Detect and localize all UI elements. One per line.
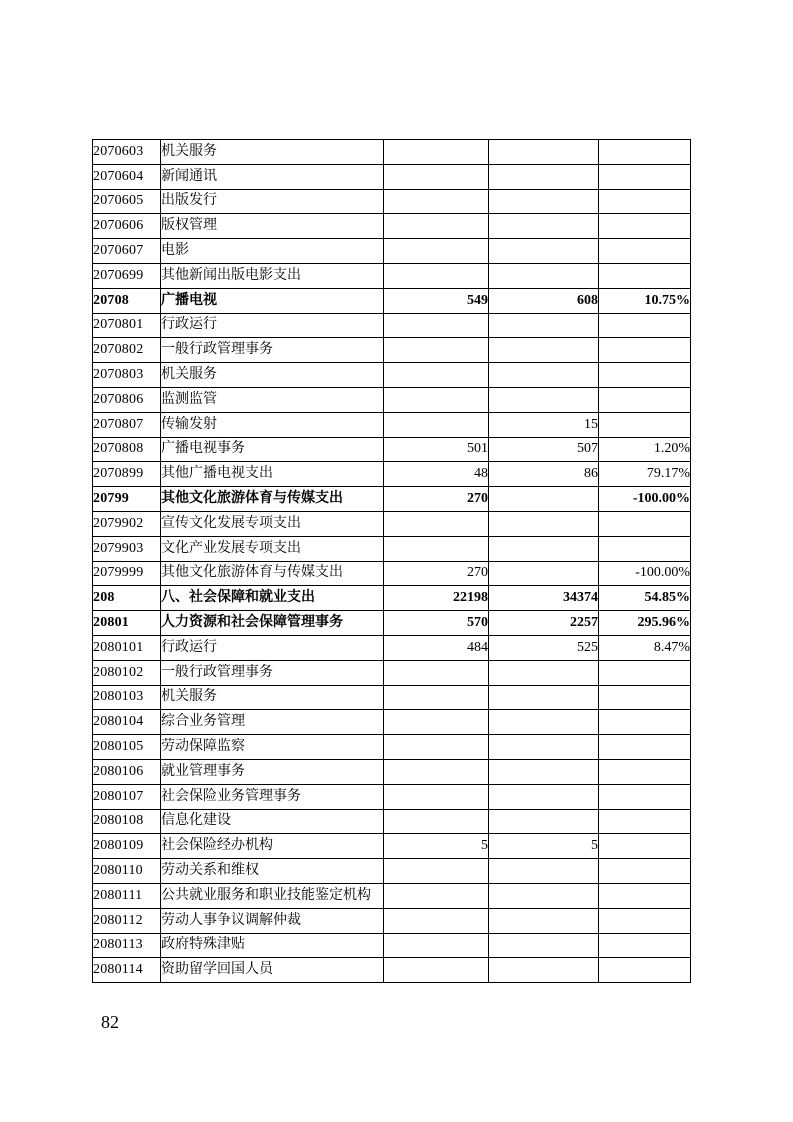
row-value-prev bbox=[384, 263, 489, 288]
row-code: 208 bbox=[93, 586, 161, 611]
row-value-curr bbox=[489, 214, 599, 239]
row-name: 文化产业发展专项支出 bbox=[161, 536, 384, 561]
row-change-pct bbox=[599, 511, 691, 536]
row-name: 综合业务管理 bbox=[161, 710, 384, 735]
row-value-prev bbox=[384, 759, 489, 784]
row-name: 人力资源和社会保障管理事务 bbox=[161, 611, 384, 636]
row-change-pct bbox=[599, 933, 691, 958]
row-change-pct bbox=[599, 834, 691, 859]
row-code: 2070603 bbox=[93, 140, 161, 165]
row-code: 2070605 bbox=[93, 189, 161, 214]
row-code: 2070806 bbox=[93, 387, 161, 412]
row-value-curr bbox=[489, 784, 599, 809]
row-value-prev bbox=[384, 239, 489, 264]
row-change-pct: 1.20% bbox=[599, 437, 691, 462]
budget-table bbox=[92, 139, 691, 983]
row-code: 2079903 bbox=[93, 536, 161, 561]
row-name: 行政运行 bbox=[161, 635, 384, 660]
row-change-pct bbox=[599, 759, 691, 784]
row-value-curr bbox=[489, 387, 599, 412]
table-row bbox=[93, 189, 691, 214]
row-value-curr bbox=[489, 859, 599, 884]
table-row bbox=[93, 437, 691, 462]
row-change-pct bbox=[599, 685, 691, 710]
row-code: 2079999 bbox=[93, 561, 161, 586]
row-change-pct bbox=[599, 859, 691, 884]
row-value-curr bbox=[489, 313, 599, 338]
row-code: 2080102 bbox=[93, 660, 161, 685]
table-row bbox=[93, 164, 691, 189]
table-row bbox=[93, 140, 691, 165]
row-change-pct: 8.47% bbox=[599, 635, 691, 660]
table-row bbox=[93, 487, 691, 512]
row-change-pct bbox=[599, 735, 691, 760]
row-code: 2070899 bbox=[93, 462, 161, 487]
row-value-prev bbox=[384, 809, 489, 834]
budget-table-body bbox=[93, 140, 691, 983]
row-name: 社会保险业务管理事务 bbox=[161, 784, 384, 809]
table-row bbox=[93, 313, 691, 338]
row-value-curr: 5 bbox=[489, 834, 599, 859]
row-code: 20801 bbox=[93, 611, 161, 636]
row-change-pct bbox=[599, 239, 691, 264]
row-value-prev: 270 bbox=[384, 487, 489, 512]
row-name: 八、社会保障和就业支出 bbox=[161, 586, 384, 611]
row-change-pct bbox=[599, 263, 691, 288]
row-code: 20799 bbox=[93, 487, 161, 512]
row-value-curr: 525 bbox=[489, 635, 599, 660]
row-value-curr bbox=[489, 759, 599, 784]
row-change-pct bbox=[599, 908, 691, 933]
row-change-pct bbox=[599, 412, 691, 437]
page-number: 82 bbox=[101, 1012, 119, 1032]
row-value-curr bbox=[489, 487, 599, 512]
row-value-prev: 501 bbox=[384, 437, 489, 462]
row-name: 社会保险经办机构 bbox=[161, 834, 384, 859]
row-code: 2070607 bbox=[93, 239, 161, 264]
row-value-prev bbox=[384, 883, 489, 908]
row-value-prev bbox=[384, 412, 489, 437]
row-change-pct bbox=[599, 363, 691, 388]
row-value-prev bbox=[384, 685, 489, 710]
row-value-curr bbox=[489, 908, 599, 933]
row-code: 2080105 bbox=[93, 735, 161, 760]
row-code: 2080106 bbox=[93, 759, 161, 784]
row-name: 监测监管 bbox=[161, 387, 384, 412]
row-code: 2070801 bbox=[93, 313, 161, 338]
row-code: 2070699 bbox=[93, 263, 161, 288]
row-value-curr bbox=[489, 338, 599, 363]
row-value-curr bbox=[489, 735, 599, 760]
row-name: 广播电视事务 bbox=[161, 437, 384, 462]
row-value-prev bbox=[384, 214, 489, 239]
table-row bbox=[93, 611, 691, 636]
row-name: 信息化建设 bbox=[161, 809, 384, 834]
row-change-pct bbox=[599, 313, 691, 338]
row-code: 2080111 bbox=[93, 883, 161, 908]
row-value-prev bbox=[384, 363, 489, 388]
row-value-prev bbox=[384, 189, 489, 214]
row-code: 2070808 bbox=[93, 437, 161, 462]
row-change-pct: 54.85% bbox=[599, 586, 691, 611]
row-name: 一般行政管理事务 bbox=[161, 338, 384, 363]
row-change-pct bbox=[599, 784, 691, 809]
row-name: 广播电视 bbox=[161, 288, 384, 313]
row-name: 版权管理 bbox=[161, 214, 384, 239]
row-name: 政府特殊津贴 bbox=[161, 933, 384, 958]
row-value-curr bbox=[489, 809, 599, 834]
row-value-curr bbox=[489, 189, 599, 214]
row-code: 2080112 bbox=[93, 908, 161, 933]
row-value-prev bbox=[384, 859, 489, 884]
table-row bbox=[93, 883, 691, 908]
table-row bbox=[93, 263, 691, 288]
row-value-curr: 34374 bbox=[489, 586, 599, 611]
row-value-curr bbox=[489, 958, 599, 983]
row-name: 资助留学回国人员 bbox=[161, 958, 384, 983]
row-code: 2070807 bbox=[93, 412, 161, 437]
row-code: 2070803 bbox=[93, 363, 161, 388]
table-row bbox=[93, 214, 691, 239]
row-value-curr bbox=[489, 933, 599, 958]
row-change-pct bbox=[599, 958, 691, 983]
row-name: 一般行政管理事务 bbox=[161, 660, 384, 685]
table-row bbox=[93, 685, 691, 710]
row-change-pct bbox=[599, 387, 691, 412]
table-row bbox=[93, 759, 691, 784]
row-value-curr bbox=[489, 263, 599, 288]
row-value-prev bbox=[384, 710, 489, 735]
row-value-prev bbox=[384, 511, 489, 536]
row-name: 新闻通讯 bbox=[161, 164, 384, 189]
row-value-prev bbox=[384, 933, 489, 958]
row-code: 2079902 bbox=[93, 511, 161, 536]
row-value-prev: 270 bbox=[384, 561, 489, 586]
row-code: 2080101 bbox=[93, 635, 161, 660]
row-change-pct bbox=[599, 214, 691, 239]
row-change-pct bbox=[599, 883, 691, 908]
table-row bbox=[93, 735, 691, 760]
row-code: 2080110 bbox=[93, 859, 161, 884]
row-change-pct: -100.00% bbox=[599, 561, 691, 586]
row-code: 2080108 bbox=[93, 809, 161, 834]
row-change-pct: 79.17% bbox=[599, 462, 691, 487]
row-value-prev bbox=[384, 164, 489, 189]
row-value-prev bbox=[384, 908, 489, 933]
row-value-prev bbox=[384, 536, 489, 561]
row-code: 2080113 bbox=[93, 933, 161, 958]
row-value-curr: 608 bbox=[489, 288, 599, 313]
table-row bbox=[93, 561, 691, 586]
row-code: 2080109 bbox=[93, 834, 161, 859]
row-name: 劳动保障监察 bbox=[161, 735, 384, 760]
row-value-curr: 2257 bbox=[489, 611, 599, 636]
row-value-curr bbox=[489, 883, 599, 908]
row-value-prev bbox=[384, 338, 489, 363]
row-change-pct bbox=[599, 809, 691, 834]
table-row bbox=[93, 660, 691, 685]
row-value-prev bbox=[384, 660, 489, 685]
row-value-prev: 22198 bbox=[384, 586, 489, 611]
row-value-curr: 86 bbox=[489, 462, 599, 487]
row-change-pct bbox=[599, 710, 691, 735]
row-change-pct: 295.96% bbox=[599, 611, 691, 636]
row-name: 宣传文化发展专项支出 bbox=[161, 511, 384, 536]
row-name: 出版发行 bbox=[161, 189, 384, 214]
row-value-curr: 507 bbox=[489, 437, 599, 462]
table-row bbox=[93, 387, 691, 412]
row-value-curr: 15 bbox=[489, 412, 599, 437]
row-name: 机关服务 bbox=[161, 363, 384, 388]
table-row bbox=[93, 784, 691, 809]
row-value-curr bbox=[489, 164, 599, 189]
row-change-pct bbox=[599, 338, 691, 363]
row-name: 其他文化旅游体育与传媒支出 bbox=[161, 561, 384, 586]
table-row bbox=[93, 536, 691, 561]
row-code: 2080114 bbox=[93, 958, 161, 983]
row-value-curr bbox=[489, 140, 599, 165]
row-value-prev bbox=[384, 313, 489, 338]
row-code: 2070604 bbox=[93, 164, 161, 189]
row-code: 2080107 bbox=[93, 784, 161, 809]
table-row bbox=[93, 635, 691, 660]
row-name: 劳动关系和维权 bbox=[161, 859, 384, 884]
table-row bbox=[93, 462, 691, 487]
table-row bbox=[93, 710, 691, 735]
table-row bbox=[93, 412, 691, 437]
row-code: 2080103 bbox=[93, 685, 161, 710]
table-row bbox=[93, 908, 691, 933]
table-row bbox=[93, 834, 691, 859]
row-value-prev: 484 bbox=[384, 635, 489, 660]
row-change-pct bbox=[599, 164, 691, 189]
row-code: 20708 bbox=[93, 288, 161, 313]
row-name: 行政运行 bbox=[161, 313, 384, 338]
row-value-curr bbox=[489, 561, 599, 586]
table-row bbox=[93, 363, 691, 388]
table-row bbox=[93, 859, 691, 884]
row-code: 2070802 bbox=[93, 338, 161, 363]
table-row bbox=[93, 933, 691, 958]
row-name: 机关服务 bbox=[161, 685, 384, 710]
row-change-pct bbox=[599, 536, 691, 561]
table-row bbox=[93, 511, 691, 536]
row-value-curr bbox=[489, 710, 599, 735]
row-value-curr bbox=[489, 511, 599, 536]
row-value-prev bbox=[384, 784, 489, 809]
table-row bbox=[93, 239, 691, 264]
row-value-prev: 549 bbox=[384, 288, 489, 313]
row-value-prev bbox=[384, 958, 489, 983]
row-value-curr bbox=[489, 363, 599, 388]
row-value-prev: 48 bbox=[384, 462, 489, 487]
row-change-pct: -100.00% bbox=[599, 487, 691, 512]
row-value-prev: 570 bbox=[384, 611, 489, 636]
row-name: 劳动人事争议调解仲裁 bbox=[161, 908, 384, 933]
row-change-pct bbox=[599, 140, 691, 165]
row-change-pct bbox=[599, 189, 691, 214]
table-row bbox=[93, 809, 691, 834]
row-change-pct bbox=[599, 660, 691, 685]
row-name: 其他广播电视支出 bbox=[161, 462, 384, 487]
row-value-curr bbox=[489, 536, 599, 561]
row-value-prev: 5 bbox=[384, 834, 489, 859]
row-code: 2080104 bbox=[93, 710, 161, 735]
row-value-curr bbox=[489, 660, 599, 685]
row-name: 电影 bbox=[161, 239, 384, 264]
row-value-curr bbox=[489, 239, 599, 264]
row-name: 传输发射 bbox=[161, 412, 384, 437]
row-value-prev bbox=[384, 735, 489, 760]
row-value-prev bbox=[384, 140, 489, 165]
row-name: 其他文化旅游体育与传媒支出 bbox=[161, 487, 384, 512]
row-name: 就业管理事务 bbox=[161, 759, 384, 784]
row-change-pct: 10.75% bbox=[599, 288, 691, 313]
row-value-prev bbox=[384, 387, 489, 412]
row-name: 机关服务 bbox=[161, 140, 384, 165]
table-row bbox=[93, 586, 691, 611]
row-code: 2070606 bbox=[93, 214, 161, 239]
row-name: 公共就业服务和职业技能鉴定机构 bbox=[161, 883, 384, 908]
row-name: 其他新闻出版电影支出 bbox=[161, 263, 384, 288]
table-row bbox=[93, 958, 691, 983]
table-row bbox=[93, 338, 691, 363]
row-value-curr bbox=[489, 685, 599, 710]
table-row bbox=[93, 288, 691, 313]
